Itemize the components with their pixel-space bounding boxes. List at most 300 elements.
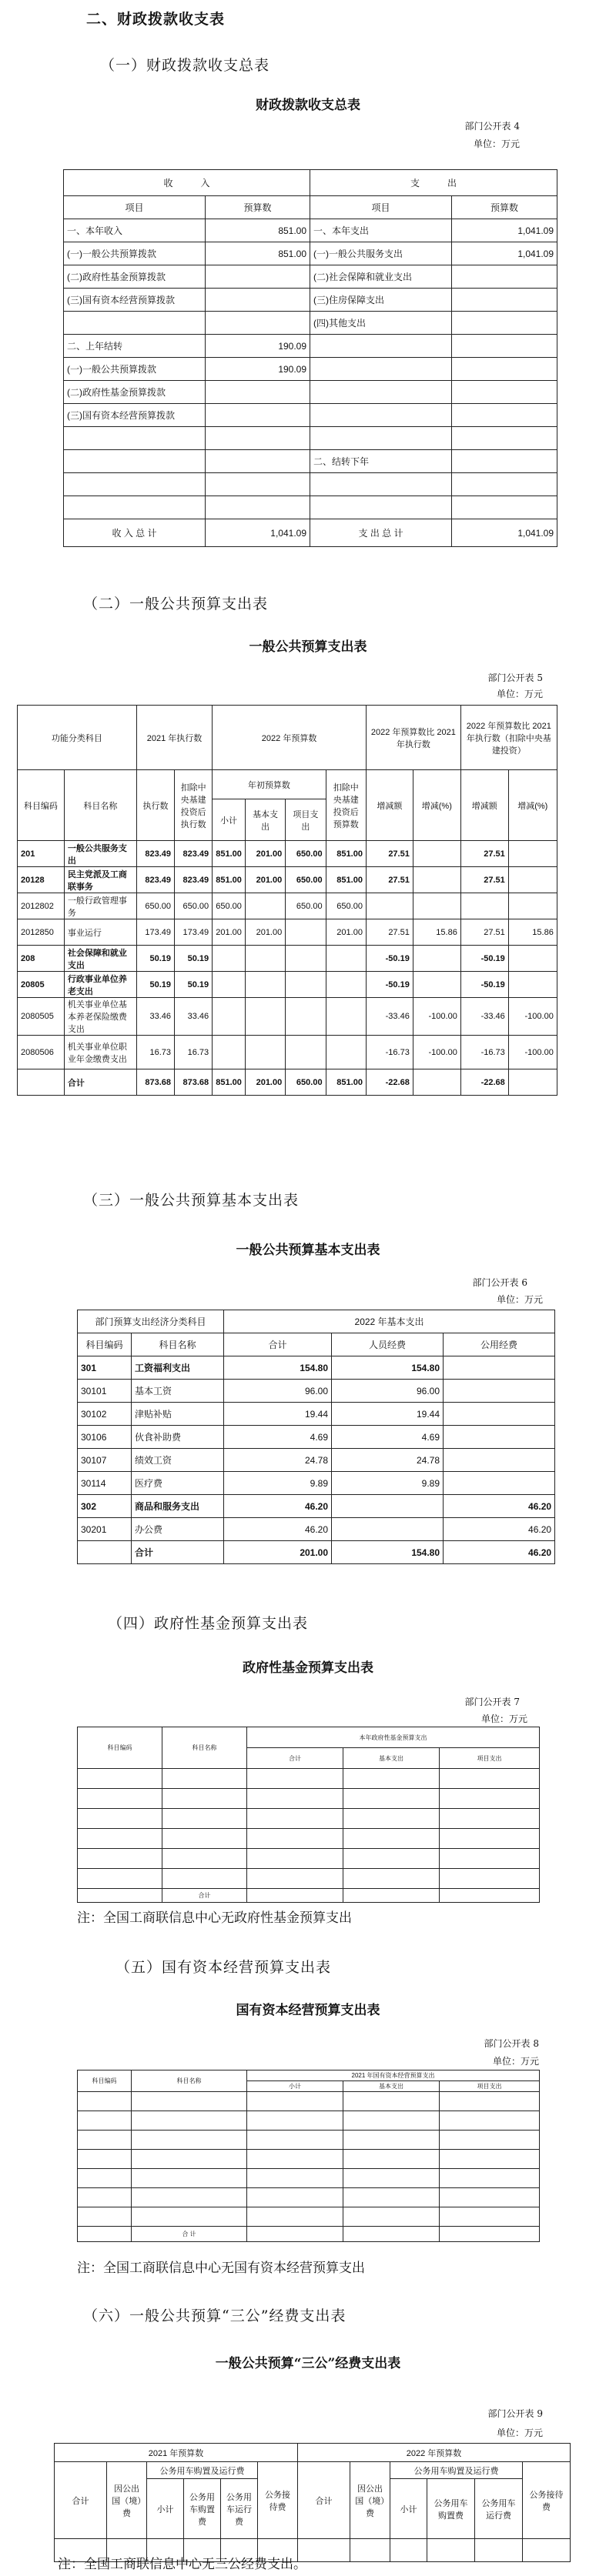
sec6-title: 一般公共预算“三公”经费支出表 xyxy=(215,2356,401,2371)
empty-cell xyxy=(343,1849,440,1869)
subject-name: 民主党派及工商联事务 xyxy=(64,867,136,893)
subject-code: 208 xyxy=(18,946,65,972)
empty-cell xyxy=(78,2227,132,2242)
value-cell: 823.49 xyxy=(136,867,174,893)
empty-cell xyxy=(162,1789,247,1809)
empty-cell xyxy=(247,2111,343,2131)
value-cell xyxy=(286,946,326,972)
sec1-table xyxy=(63,169,557,547)
subject-code: 2080506 xyxy=(18,1036,65,1069)
empty-cell xyxy=(343,1769,440,1789)
value-cell: -100.00 xyxy=(508,1036,557,1069)
value-cell xyxy=(508,841,557,867)
sec2-h-2021: 2021 年执行数 xyxy=(136,706,212,770)
sec5-unit: 单位：万元 xyxy=(492,2056,539,2067)
expense-value xyxy=(452,265,557,289)
value-cell: -33.46 xyxy=(460,998,508,1036)
table-row xyxy=(78,1403,555,1426)
income-value: 851.00 xyxy=(206,242,310,265)
empty-cell xyxy=(78,2207,132,2227)
sec6-h-car: 公务用车购置及运行费 xyxy=(147,2462,258,2479)
empty-cell xyxy=(440,1829,540,1849)
expense-item xyxy=(310,473,452,496)
value-cell: 33.46 xyxy=(175,998,213,1036)
income-item xyxy=(64,312,206,335)
value-cell: 851.00 xyxy=(326,1069,366,1096)
income-item xyxy=(64,450,206,473)
income-item: (三)国有资本经营预算拨款 xyxy=(64,289,206,312)
sec5-h-proj: 项目支出 xyxy=(440,2081,540,2092)
table-row xyxy=(18,841,607,867)
value-cell xyxy=(413,972,460,998)
sec4-h-year: 本年政府性基金预算支出 xyxy=(247,1727,540,1748)
subject-name: 机关事业单位基本养老保险缴费支出 xyxy=(64,998,136,1036)
value-cell: 15.86 xyxy=(413,919,460,946)
empty-cell xyxy=(78,2169,132,2188)
income-value: 190.09 xyxy=(206,358,310,381)
empty-cell xyxy=(440,1849,540,1869)
empty-cell xyxy=(78,2150,132,2169)
sec2-h-yc: 年初预算数 xyxy=(213,770,326,799)
empty-cell xyxy=(247,2092,343,2111)
empty-cell xyxy=(343,2092,440,2111)
empty-cell xyxy=(78,1789,162,1809)
public-value: 46.20 xyxy=(444,1495,555,1518)
empty-cell xyxy=(78,1849,162,1869)
empty-cell xyxy=(343,1829,440,1849)
table-row xyxy=(18,893,607,919)
value-cell: 851.00 xyxy=(326,841,366,867)
value-cell: 173.49 xyxy=(136,919,174,946)
value-cell: 851.00 xyxy=(326,867,366,893)
empty-cell xyxy=(440,1789,540,1809)
sec4-h-code: 科目编码 xyxy=(78,1727,162,1769)
value-cell: 50.19 xyxy=(175,946,213,972)
subject-name: 社会保障和就业支出 xyxy=(64,946,136,972)
personnel-value: 154.80 xyxy=(332,1356,444,1380)
empty-cell xyxy=(247,1809,343,1829)
empty-cell xyxy=(132,2150,247,2169)
empty-cell xyxy=(343,2111,440,2131)
sec6-h-total: 合计 xyxy=(55,2462,107,2539)
table-row xyxy=(18,919,607,946)
value-cell: -16.73 xyxy=(366,1036,413,1069)
value-cell: 15.86 xyxy=(508,919,557,946)
subject-name: 行政事业单位养老支出 xyxy=(64,972,136,998)
expense-item xyxy=(310,404,452,427)
subject-name: 医疗费 xyxy=(132,1472,224,1495)
subject-name: 工资福利支出 xyxy=(132,1356,224,1380)
value-cell xyxy=(286,972,326,998)
table-row xyxy=(78,1356,555,1380)
sec4-total-label: 合计 xyxy=(162,1889,247,1903)
table-row xyxy=(18,1069,607,1096)
subject-name: 合计 xyxy=(64,1069,136,1096)
subject-code xyxy=(18,1069,65,1096)
income-item xyxy=(64,427,206,450)
value-cell xyxy=(508,893,557,919)
income-value: 190.09 xyxy=(206,335,310,358)
sec5-total-label: 合 计 xyxy=(132,2227,247,2242)
expense-value xyxy=(452,335,557,358)
value-cell: 201.00 xyxy=(213,919,246,946)
sec5-form-no: 部门公开表 8 xyxy=(484,2038,539,2049)
subject-name: 一般公共服务支出 xyxy=(64,841,136,867)
value-cell: 50.19 xyxy=(136,972,174,998)
sec3-h-total: 合计 xyxy=(224,1333,332,1356)
table-row xyxy=(78,1426,555,1449)
sec2-h-name: 科目名称 xyxy=(64,770,136,841)
sec2-h-excl2: 扣除中央基建投资后预算数 xyxy=(326,770,366,841)
empty-cell xyxy=(343,2227,440,2242)
personnel-value: 4.69 xyxy=(332,1426,444,1449)
sec5-note: 注：全国工商联信息中心无国有资本经营预算支出 xyxy=(77,2261,365,2276)
sec6-h-total: 合计 xyxy=(298,2462,350,2539)
value-cell: 650.00 xyxy=(286,1069,326,1096)
empty-cell xyxy=(343,1809,440,1829)
value-cell: 201.00 xyxy=(245,841,285,867)
empty-cell xyxy=(440,2150,540,2169)
subject-name: 伙食补助费 xyxy=(132,1426,224,1449)
value-cell xyxy=(245,1036,285,1069)
total-value: 96.00 xyxy=(224,1380,332,1403)
income-item xyxy=(64,473,206,496)
sec2-h-pct: 增减(%) xyxy=(413,770,460,841)
sec1-total-income-label: 收 入 总 计 xyxy=(64,519,206,547)
empty-cell xyxy=(132,2207,247,2227)
sec1-total-expense: 1,041.09 xyxy=(452,519,557,547)
sec1-heading: （一）财政拨款收支总表 xyxy=(100,57,270,74)
sec1-col-budget: 预算数 xyxy=(452,196,557,219)
value-cell: 201.00 xyxy=(326,919,366,946)
value-cell: 27.51 xyxy=(460,919,508,946)
value-cell: 16.73 xyxy=(136,1036,174,1069)
sec5-h-year: 2021 年国有资本经营预算支出 xyxy=(247,2070,540,2081)
empty-cell xyxy=(390,2539,427,2562)
expense-item: (二)社会保障和就业支出 xyxy=(310,265,452,289)
empty-cell xyxy=(162,1769,247,1789)
expense-value xyxy=(452,381,557,404)
sec4-table xyxy=(77,1727,540,1903)
income-value xyxy=(206,381,310,404)
sec5-title: 国有资本经营预算支出表 xyxy=(236,2003,380,2018)
sec6-table xyxy=(54,2443,571,2562)
table-row xyxy=(64,404,557,427)
sec2-h-2022: 2022 年预算数 xyxy=(213,706,367,770)
expense-item xyxy=(310,496,452,519)
expense-value xyxy=(452,404,557,427)
empty-cell xyxy=(132,2131,247,2150)
table-row xyxy=(64,427,557,450)
expense-item xyxy=(310,358,452,381)
sec2-h-inc: 增减额 xyxy=(366,770,413,841)
value-cell: 201.00 xyxy=(245,919,285,946)
empty-cell xyxy=(247,1789,343,1809)
subject-code: 30114 xyxy=(78,1472,132,1495)
empty-cell xyxy=(247,2169,343,2188)
subject-code: 30107 xyxy=(78,1449,132,1472)
personnel-value: 19.44 xyxy=(332,1403,444,1426)
table-row xyxy=(64,265,557,289)
income-value xyxy=(206,473,310,496)
empty-cell xyxy=(132,2111,247,2131)
value-cell xyxy=(286,919,326,946)
public-value xyxy=(444,1472,555,1495)
sec1-col-item: 项目 xyxy=(310,196,452,219)
empty-cell xyxy=(247,1769,343,1789)
sec3-heading: （三）一般公共预算基本支出表 xyxy=(83,1192,300,1209)
subject-code: 201 xyxy=(18,841,65,867)
subject-name: 津贴补贴 xyxy=(132,1403,224,1426)
value-cell xyxy=(213,972,246,998)
empty-cell xyxy=(440,2227,540,2242)
empty-cell xyxy=(78,2111,132,2131)
sec2-h-inc: 增减额 xyxy=(460,770,508,841)
total-value: 46.20 xyxy=(224,1495,332,1518)
income-value xyxy=(206,289,310,312)
empty-cell xyxy=(247,1869,343,1889)
value-cell: -50.19 xyxy=(366,972,413,998)
empty-cell xyxy=(247,2188,343,2207)
empty-cell xyxy=(475,2539,523,2562)
table-row xyxy=(64,289,557,312)
value-cell: 851.00 xyxy=(213,1069,246,1096)
empty-cell xyxy=(132,2169,247,2188)
expense-item: (一)一般公共服务支出 xyxy=(310,242,452,265)
sec1-col-budget: 预算数 xyxy=(206,196,310,219)
value-cell: 201.00 xyxy=(245,1069,285,1096)
value-cell xyxy=(213,946,246,972)
total-value: 4.69 xyxy=(224,1426,332,1449)
table-row xyxy=(64,312,557,335)
subject-name: 基本工资 xyxy=(132,1380,224,1403)
value-cell xyxy=(413,1069,460,1096)
sec6-h-recv: 公务接待费 xyxy=(523,2462,571,2539)
table-row xyxy=(64,381,557,404)
value-cell: 823.49 xyxy=(175,841,213,867)
empty-cell xyxy=(162,1809,247,1829)
empty-cell xyxy=(440,1809,540,1829)
value-cell: 27.51 xyxy=(366,841,413,867)
table-row xyxy=(64,473,557,496)
sec2-h-code: 科目编码 xyxy=(18,770,65,841)
sec3-h-2022: 2022 年基本支出 xyxy=(224,1310,555,1333)
sec6-form-no: 部门公开表 9 xyxy=(487,2408,543,2419)
value-cell: 650.00 xyxy=(175,893,213,919)
value-cell: -50.19 xyxy=(460,972,508,998)
subject-code: 30101 xyxy=(78,1380,132,1403)
empty-cell xyxy=(78,2131,132,2150)
sec3-form-no: 部门公开表 6 xyxy=(472,1277,527,1288)
empty-cell xyxy=(440,2131,540,2150)
sec5-h-code: 科目编码 xyxy=(78,2070,132,2092)
sec2-h-basic: 基本支出 xyxy=(245,799,285,841)
table-row xyxy=(64,358,557,381)
table-row xyxy=(78,1495,555,1518)
total-value: 24.78 xyxy=(224,1449,332,1472)
subject-code: 30102 xyxy=(78,1403,132,1426)
empty-cell xyxy=(247,1849,343,1869)
table-row xyxy=(18,998,607,1036)
empty-cell xyxy=(440,2207,540,2227)
subject-name: 一般行政管理事务 xyxy=(64,893,136,919)
income-item: (一)一般公共预算拨款 xyxy=(64,242,206,265)
empty-cell xyxy=(440,2188,540,2207)
sec1-header-income: 收 入 xyxy=(64,170,310,196)
expense-value xyxy=(452,450,557,473)
value-cell xyxy=(413,841,460,867)
value-cell: 16.73 xyxy=(175,1036,213,1069)
sec5-h-basic: 基本支出 xyxy=(343,2081,440,2092)
empty-cell xyxy=(78,2092,132,2111)
total-value: 154.80 xyxy=(224,1356,332,1380)
value-cell: 173.49 xyxy=(175,919,213,946)
table-row xyxy=(78,1380,555,1403)
public-value xyxy=(444,1403,555,1426)
empty-cell xyxy=(440,1769,540,1789)
sec4-heading: （四）政府性基金预算支出表 xyxy=(108,1615,309,1632)
sec2-h-cmp2: 2022 年预算数比 2021 年执行数（扣除中央基建投资） xyxy=(460,706,557,770)
sec2-h-func: 功能分类科目 xyxy=(18,706,137,770)
subject-code xyxy=(78,1541,132,1564)
value-cell: -22.68 xyxy=(460,1069,508,1096)
income-item xyxy=(64,496,206,519)
value-cell xyxy=(508,1069,557,1096)
value-cell: -100.00 xyxy=(508,998,557,1036)
sec4-unit: 单位：万元 xyxy=(480,1713,527,1724)
sec1-col-item: 项目 xyxy=(64,196,206,219)
sec3-h-public: 公用经费 xyxy=(444,1333,555,1356)
empty-cell xyxy=(162,1869,247,1889)
table-row xyxy=(64,450,557,473)
value-cell: -100.00 xyxy=(413,1036,460,1069)
value-cell: 27.51 xyxy=(366,919,413,946)
sec2-h-cmp: 2022 年预算数比 2021 年执行数 xyxy=(366,706,460,770)
subject-name: 机关事业单位职业年金缴费支出 xyxy=(64,1036,136,1069)
section-heading: 二、财政拨款收支表 xyxy=(86,11,226,28)
expense-item xyxy=(310,381,452,404)
sec4-form-no: 部门公开表 7 xyxy=(464,1697,520,1707)
sec3-h-person: 人员经费 xyxy=(332,1333,444,1356)
sec3-h-cat: 部门预算支出经济分类科目 xyxy=(78,1310,224,1333)
value-cell: -50.19 xyxy=(366,946,413,972)
empty-cell xyxy=(132,2188,247,2207)
empty-cell xyxy=(440,2111,540,2131)
expense-item: (四)其他支出 xyxy=(310,312,452,335)
value-cell xyxy=(213,998,246,1036)
empty-cell xyxy=(247,1829,343,1849)
sec2-h-proj: 项目支出 xyxy=(286,799,326,841)
subject-code: 20805 xyxy=(18,972,65,998)
table-row xyxy=(78,1472,555,1495)
expense-value xyxy=(452,358,557,381)
empty-cell xyxy=(78,2188,132,2207)
sec6-heading: （六）一般公共预算“三公”经费支出表 xyxy=(83,2307,346,2324)
value-cell: 33.46 xyxy=(136,998,174,1036)
income-value xyxy=(206,404,310,427)
expense-value: 1,041.09 xyxy=(452,242,557,265)
value-cell: 650.00 xyxy=(326,893,366,919)
value-cell xyxy=(245,998,285,1036)
sec3-title: 一般公共预算基本支出表 xyxy=(236,1243,380,1258)
empty-cell xyxy=(78,1829,162,1849)
sec2-h-pct: 增减(%) xyxy=(508,770,557,841)
total-value: 19.44 xyxy=(224,1403,332,1426)
sec1-total-expense-label: 支 出 总 计 xyxy=(310,519,452,547)
sec2-h-sub: 小计 xyxy=(213,799,246,841)
expense-value xyxy=(452,496,557,519)
total-value: 46.20 xyxy=(224,1518,332,1541)
value-cell: 851.00 xyxy=(213,841,246,867)
personnel-value: 154.80 xyxy=(332,1541,444,1564)
sec6-h-run: 公务用车运行费 xyxy=(475,2479,523,2539)
empty-cell xyxy=(440,2169,540,2188)
sec1-unit: 单位：万元 xyxy=(473,138,520,149)
subject-code: 2012802 xyxy=(18,893,65,919)
value-cell xyxy=(413,946,460,972)
value-cell: 27.51 xyxy=(366,867,413,893)
value-cell xyxy=(508,972,557,998)
empty-cell xyxy=(523,2539,571,2562)
empty-cell xyxy=(440,1869,540,1889)
income-item: (二)政府性基金预算拨款 xyxy=(64,381,206,404)
subject-code: 2080505 xyxy=(18,998,65,1036)
sec5-h-sub: 小计 xyxy=(247,2081,343,2092)
public-value: 46.20 xyxy=(444,1541,555,1564)
table-row xyxy=(18,946,607,972)
value-cell xyxy=(460,893,508,919)
value-cell xyxy=(326,946,366,972)
income-item: 一、本年收入 xyxy=(64,219,206,242)
sec1-header-expense: 支 出 xyxy=(310,170,557,196)
expense-item: (三)住房保障支出 xyxy=(310,289,452,312)
value-cell: 823.49 xyxy=(175,867,213,893)
empty-cell xyxy=(247,2227,343,2242)
value-cell xyxy=(286,998,326,1036)
public-value: 46.20 xyxy=(444,1518,555,1541)
personnel-value xyxy=(332,1518,444,1541)
sec3-h-code: 科目编码 xyxy=(78,1333,132,1356)
sec6-h-abroad: 因公出国（境）费 xyxy=(350,2462,390,2539)
sec6-h-buy: 公务用车购置费 xyxy=(427,2479,475,2539)
table-row xyxy=(18,1036,607,1069)
value-cell xyxy=(326,1036,366,1069)
sec3-h-name: 科目名称 xyxy=(132,1333,224,1356)
sec6-h-run: 公务用车运行费 xyxy=(221,2479,258,2539)
value-cell xyxy=(413,867,460,893)
personnel-value: 9.89 xyxy=(332,1472,444,1495)
value-cell xyxy=(326,998,366,1036)
value-cell: 650.00 xyxy=(286,867,326,893)
sec2-h-exec: 执行数 xyxy=(136,770,174,841)
sec2-heading: （二）一般公共预算支出表 xyxy=(83,596,269,612)
value-cell xyxy=(286,1036,326,1069)
value-cell: 851.00 xyxy=(213,867,246,893)
value-cell xyxy=(213,1036,246,1069)
empty-cell xyxy=(78,1889,162,1903)
income-value xyxy=(206,450,310,473)
personnel-value: 24.78 xyxy=(332,1449,444,1472)
personnel-value: 96.00 xyxy=(332,1380,444,1403)
empty-cell xyxy=(162,1829,247,1849)
table-row xyxy=(64,219,557,242)
table-row xyxy=(64,242,557,265)
public-value xyxy=(444,1380,555,1403)
sec6-h-2022: 2022 年预算数 xyxy=(298,2444,571,2462)
value-cell: 650.00 xyxy=(213,893,246,919)
value-cell xyxy=(413,893,460,919)
public-value xyxy=(444,1356,555,1380)
